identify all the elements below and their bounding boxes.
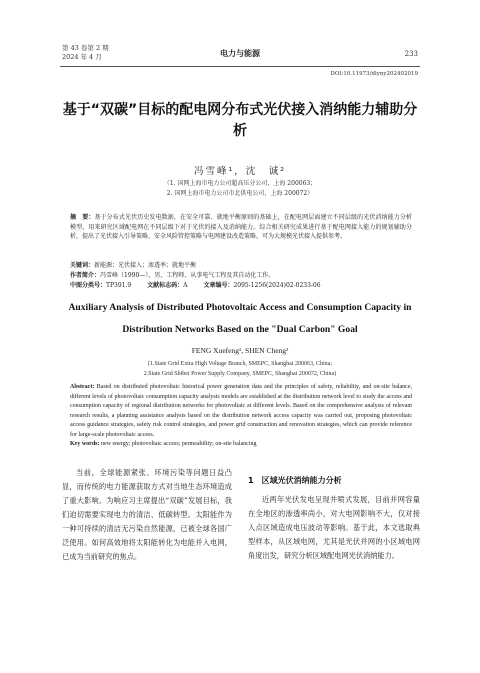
chinese-title: 基于“双碳”目标的配电网分布式光伏接入消纳能力辅助分析 xyxy=(62,102,418,139)
classification-line xyxy=(70,280,412,289)
chinese-keywords-text: 新能源；光伏接入；渗透率；就地平衡 xyxy=(94,262,197,269)
english-authors: FENG Xuefeng¹, SHEN Cheng² xyxy=(191,346,289,355)
english-keywords xyxy=(70,441,412,447)
chinese-affiliation-2: 2. 国网上海市电力公司市北供电公司，上海 200072） xyxy=(166,189,314,197)
english-affiliation-2: 2.State Grid Shibei Power Supply Company, SMEPC, Shanghai 200072, China) xyxy=(143,371,337,377)
doc-code-value: A xyxy=(183,282,188,289)
section-paragraph: 近两年光伏发电呈现井喷式发展，目前并网容量在全地区的渗透率尚小，对大电网影响不大，仅对接入点区域造成电压波动等影响。基于此，本文选取典型样本，从区域电网，尤其是光伏并网的小区域电网角度出发，研究分析区域配电网光伏消纳能力。 xyxy=(248,495,420,560)
doc-code-label: 文献标志码： xyxy=(147,282,184,289)
chinese-keywords-label: 关键词： xyxy=(70,262,95,269)
chinese-affiliations xyxy=(0,179,480,198)
article-number xyxy=(203,282,320,289)
clc-value: TP391.9 xyxy=(106,282,132,289)
section-heading: 1 区域光伏消纳能力分析 xyxy=(248,476,342,485)
header-rule xyxy=(60,66,420,67)
english-abstract xyxy=(70,383,412,440)
chinese-abstract xyxy=(70,213,412,242)
article-no-value: 2095-1256(2024)02-0233-06 xyxy=(233,282,321,289)
chinese-abstract-label: 摘 要： xyxy=(70,214,95,221)
author-intro-text: 冯雪峰（1990—），男，工程师，从事电气工程及其自动化工作。 xyxy=(100,272,275,279)
volume-issue: 第 43 卷第 2 期 xyxy=(62,44,109,52)
author-introduction xyxy=(70,270,412,279)
article-no-label: 文章编号： xyxy=(203,282,234,289)
english-abstract-label: Abstract: xyxy=(70,384,95,390)
english-affiliations xyxy=(0,359,480,379)
chinese-keywords xyxy=(70,260,412,269)
author-intro-label: 作者简介： xyxy=(70,272,101,279)
english-affiliation-1: (1.State Grid Extra High Voltage Branch, SMEPC, Shanghai 200063, China; xyxy=(148,361,332,367)
page-number: 233 xyxy=(404,50,418,58)
issue-date: 2024 年 4 月 xyxy=(62,53,102,61)
document-code xyxy=(147,282,187,289)
chinese-abstract-text: 基于分布式光伏历史发电数据，在安全可靠、就地平衡原则的基础上，在配电网层面建立不同层级的光伏消纳能力分析模型，用来研究区域配电网在不同层级下对于光伏的接入及消纳能力。综合相关研究成果进行基于配电网接入能力的规划辅助分析，提出了光伏接入引导策略、安全风险管控策略与电网建设改造策略，可为大规模光伏接入提供参考。 xyxy=(70,214,412,241)
chinese-authors: 冯雪峰¹，沈 诚² xyxy=(193,166,287,177)
english-keywords-text: new energy; photovoltaic access; permeability; on-site balancing xyxy=(101,441,257,447)
clc-number xyxy=(70,282,131,289)
english-abstract-text: Based on distributed photovoltaic historical power generation data and the principles of safety, reliability, and on-site balance, different levels of photovoltaic consumption capacity analysis models are established at the distribution network level to study the access and consumption capacity of regional distribution networks for photovoltaic at different levels. Based on the comprehensive analysis of relevant research results, a planning assistance analysis based on the distribution network access capacity was carried out, proposing photovoltaic access guidance strategies, safety risk control strategies, and power grid construction and renovation strategies, which can provide reference for large-scale photovoltaic access. xyxy=(70,384,413,438)
clc-label: 中图分类号： xyxy=(70,282,107,289)
english-keywords-label: Key words: xyxy=(70,441,100,447)
intro-paragraph: 当前，全球能源紧张、环境污染等问题日益凸显，而传统的电力能源获取方式对当地生态环境造成了重大影响。为响应习主席提出“双碳”发展目标，我们迫切需要实现电力的清洁、低碳转型。太阳能作为一种可持续的清洁无污染自然能源，已被全球各国广泛使用。如何高效地将太阳能转化为电能并入电网，已成为当前研究的焦点。 xyxy=(62,468,232,561)
chinese-affiliation-1: （1. 国网上海市电力公司超高压分公司，上海 200063； xyxy=(163,180,317,187)
journal-name: 电力与能源 xyxy=(220,49,260,58)
doi[interactable]: DOI:10.11973/dlyny202402019 xyxy=(330,71,418,77)
english-title: Auxiliary Analysis of Distributed Photovoltaic Access and Consumption Capacity in Distribution Networks Based on the "Dual Carbon" Goal xyxy=(68,302,412,335)
